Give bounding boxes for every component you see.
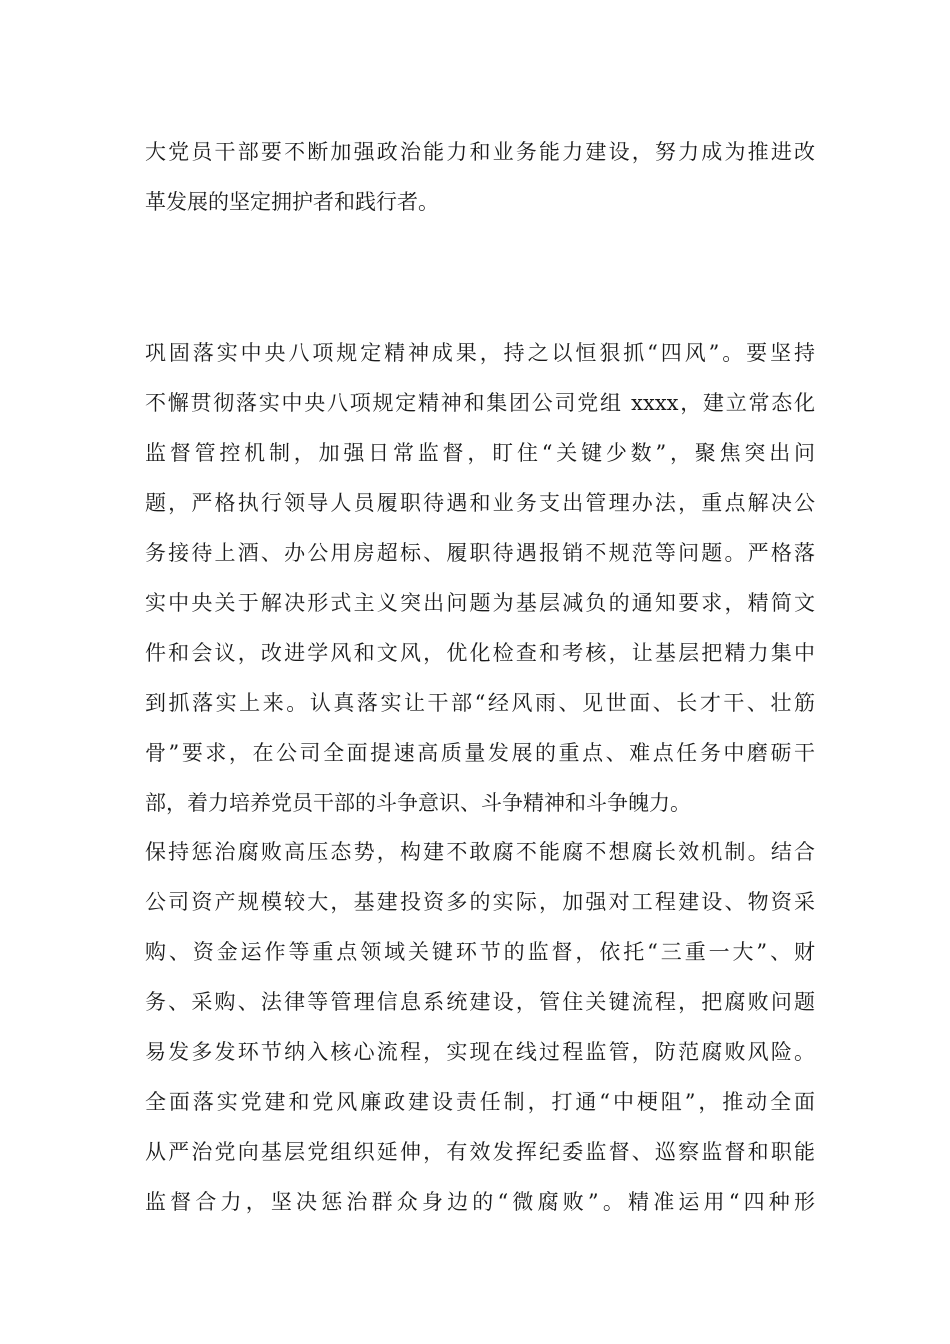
paragraph-line: 巩固落实中央八项规定精神成果，持之以恒狠抓“四风”。要坚持: [145, 341, 815, 365]
paragraph-line: 易发多发环节纳入核心流程，实现在线过程监管，防范腐败风险。: [145, 1040, 815, 1064]
paragraph-line: 全面落实党建和党风廉政建设责任制，打通“中梗阻”，推动全面: [145, 1090, 815, 1114]
paragraph-line: 实中央关于解决形式主义突出问题为基层减负的通知要求，精简文: [145, 591, 815, 615]
paragraph-line: 监督合力，坚决惩治群众身边的“微腐败”。精准运用“四种形: [145, 1190, 815, 1214]
paragraph-line: 到抓落实上来。认真落实让干部“经风雨、见世面、长才干、壮筋: [145, 691, 815, 715]
paragraph-line: 件和会议，改进学风和文风，优化检查和考核，让基层把精力集中: [145, 641, 815, 665]
paragraph-line: 不懈贯彻落实中央八项规定精神和集团公司党组 xxxx，建立常态化: [145, 391, 815, 415]
paragraph-line: 题，严格执行领导人员履职待遇和业务支出管理办法，重点解决公: [145, 491, 815, 515]
paragraph-3: [145, 827, 815, 1227]
paragraph-line: 骨”要求，在公司全面提速高质量发展的重点、难点任务中磨砺干: [145, 741, 815, 765]
paragraph-line: 大党员干部要不断加强政治能力和业务能力建设，努力成为推进改: [145, 140, 815, 164]
paragraph-1: [145, 127, 815, 227]
paragraph-line: 部，着力培养党员干部的斗争意识、斗争精神和斗争魄力。: [145, 791, 691, 815]
paragraph-line: 从严治党向基层党组织延伸，有效发挥纪委监督、巡察监督和职能: [145, 1140, 815, 1164]
paragraph-line: 革发展的坚定拥护者和践行者。: [145, 190, 439, 214]
paragraph-line: 公司资产规模较大，基建投资多的实际，加强对工程建设、物资采: [145, 890, 815, 914]
paragraph-line: 购、资金运作等重点领域关键环节的监督，依托“三重一大”、财: [145, 940, 815, 964]
paragraph-line: 保持惩治腐败高压态势，构建不敢腐不能腐不想腐长效机制。结合: [145, 840, 815, 864]
paragraph-line: 监督管控机制，加强日常监督，盯住“关键少数”，聚焦突出问: [145, 441, 815, 465]
paragraph-2: [145, 328, 815, 828]
paragraph-line: 务、采购、法律等管理信息系统建设，管住关键流程，把腐败问题: [145, 990, 815, 1014]
paragraph-line: 务接待上酒、办公用房超标、履职待遇报销不规范等问题。严格落: [145, 541, 815, 565]
